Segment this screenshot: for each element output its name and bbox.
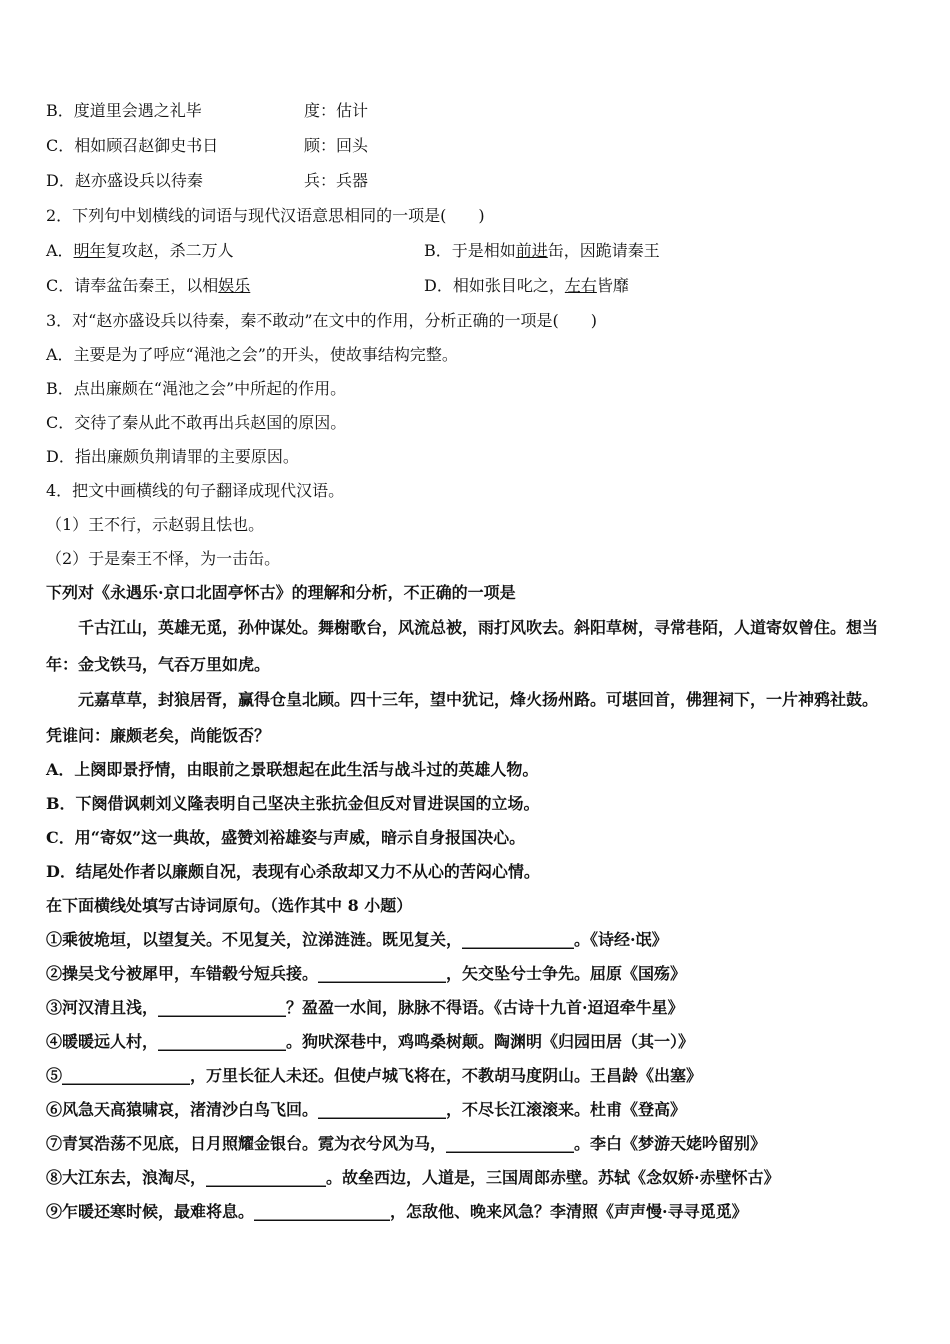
q4-item-2: （2）于是秦王不怿，为一击缶。 (46, 549, 281, 568)
fill-in-item (46, 1167, 910, 1189)
item-text: ④暖暖远人村， (46, 1032, 159, 1051)
q4-stem: 4．把文中画横线的句子翻译成现代汉语。 (46, 481, 345, 500)
fill-in-item (46, 963, 910, 985)
answer-blank[interactable]: _______________ (206, 1168, 327, 1187)
item-text: ，不尽长江滚滚来。杜甫《登高》 (446, 1100, 687, 1119)
fill-in-item (46, 1099, 910, 1121)
fill-in-item (46, 997, 910, 1019)
item-text: ⑧大江东去，浪淘尽， (46, 1168, 207, 1187)
q1-option-c (46, 135, 910, 157)
q4-item-1: （1）王不行，示赵弱且怯也。 (46, 515, 265, 534)
item-text: ⑤ (46, 1066, 63, 1085)
option-text: 缶，因跪请秦王 (547, 241, 660, 260)
q2-options-ab (46, 240, 910, 262)
option-label: B． (424, 241, 452, 260)
option-label: B． (46, 101, 74, 120)
option-label: D． (46, 171, 75, 190)
underlined-word: 娱乐 (218, 276, 251, 295)
answer-blank[interactable]: ________________ (318, 964, 447, 983)
option-label: D． (424, 276, 453, 295)
item-text: ①乘彼垝垣，以望复关。不见复关，泣涕涟涟。既见复关， (46, 930, 463, 949)
item-text: ，怎敌他、晚来风急？李清照《声声慢·寻寻觅觅》 (390, 1202, 748, 1221)
q3-option-d: D．指出廉颇负荆请罪的主要原因。 (46, 447, 299, 466)
option-gloss: 兵：兵器 (304, 171, 369, 190)
fill-in-item (46, 1065, 910, 1087)
q3-option-b: B．点出廉颇在“渑池之会”中所起的作用。 (46, 379, 347, 398)
fill-in-item (46, 1031, 910, 1053)
answer-blank[interactable]: ______________ (462, 930, 575, 949)
answer-blank[interactable]: ________________ (318, 1100, 447, 1119)
underlined-word: 明年 (73, 241, 106, 260)
answer-blank[interactable]: _________________ (254, 1202, 391, 1221)
fill-in-item (46, 929, 910, 951)
fill-in-item (46, 1133, 910, 1155)
q3-option-c: C．交待了秦从此不敢再出兵赵国的原因。 (46, 413, 347, 432)
item-text: 。《诗经·氓》 (574, 930, 668, 949)
fill-in-item (46, 1201, 910, 1223)
answer-blank[interactable]: ________________ (158, 998, 287, 1017)
option-text: 请奉盆缶秦王，以相 (74, 276, 219, 295)
option-text: 于是相如 (451, 241, 516, 260)
poem-para1-line2: 年：金戈铁马，气吞万里如虎。 (46, 655, 271, 674)
option-label: A． (46, 241, 74, 260)
poem-para2-line1: 元嘉草草，封狼居胥，赢得仓皇北顾。四十三年，望中犹记，烽火扬州路。可堪回首，佛狸祠下，一片神鸦社鼓。 (78, 690, 879, 709)
option-text: 复攻赵，杀二万人 (105, 241, 234, 260)
option-text: 相如张目叱之， (452, 276, 565, 295)
item-text: ⑨乍暖还寒时候，最难将息。 (46, 1202, 255, 1221)
item-text: ，万里长征人未还。但使卢城飞将在，不教胡马度阴山。王昌龄《出塞》 (190, 1066, 703, 1085)
poem-para1-line1: 千古江山，英雄无觅，孙仲谋处。舞榭歌台，风流总被，雨打风吹去。斜阳草树，寻常巷陌，人道寄奴曾住。想当 (78, 618, 879, 637)
option-text: 赵亦盛设兵以待秦 (74, 171, 203, 190)
item-text: ③河汉清且浅， (46, 998, 159, 1017)
option-text: 度道里会遇之礼毕 (73, 101, 202, 120)
poem-para2-line2: 凭谁问：廉颇老矣，尚能饭否？ (46, 726, 271, 745)
answer-blank[interactable]: ________________ (446, 1134, 575, 1153)
poem-question-stem: 下列对《永遇乐·京口北固亭怀古》的理解和分析，不正确的一项是 (46, 583, 516, 602)
item-text: 。故垒西边，人道是，三国周郎赤壁。苏轼《念奴娇·赤壁怀古》 (326, 1168, 780, 1187)
q1-option-d (46, 170, 910, 192)
underlined-word: 前进 (515, 241, 548, 260)
underlined-word: 左右 (564, 276, 597, 295)
item-text: 。狗吠深巷中，鸡鸣桑树颠。陶渊明《归园田居（其一）》 (286, 1032, 695, 1051)
q3-stem: 3．对“赵亦盛设兵以待秦，秦不敢动”在文中的作用，分析正确的一项是( ) (46, 311, 598, 330)
item-text: ，矢交坠兮士争先。屈原《国殇》 (446, 964, 687, 983)
option-gloss: 顾：回头 (304, 136, 369, 155)
item-text: ⑥风急天高猿啸哀，渚清沙白鸟飞回。 (46, 1100, 319, 1119)
poem-option-b: B．下阕借讽刺刘义隆表明自己坚决主张抗金但反对冒进误国的立场。 (46, 794, 540, 813)
q2-options-cd (46, 275, 910, 297)
item-text: ？盈盈一水间，脉脉不得语。《古诗十九首·迢迢牵牛星》 (286, 998, 684, 1017)
option-label: C． (46, 276, 75, 295)
q2-option-d (424, 275, 629, 297)
option-text: 皆靡 (596, 276, 629, 295)
option-gloss: 度：估计 (304, 101, 369, 120)
option-label: C． (46, 136, 75, 155)
option-text: 相如顾召赵御史书日 (74, 136, 219, 155)
item-text: ②操吴戈兮被犀甲，车错毂兮短兵接。 (46, 964, 319, 983)
answer-blank[interactable]: ________________ (62, 1066, 191, 1085)
q3-option-a: A．主要是为了呼应“渑池之会”的开头，使故事结构完整。 (46, 345, 458, 364)
q2-stem: 2．下列句中划横线的词语与现代汉语意思相同的一项是( ) (46, 206, 485, 225)
fill-in-stem: 在下面横线处填写古诗词原句。（选作其中 8 小题） (46, 896, 413, 915)
poem-option-c: C．用“寄奴”这一典故，盛赞刘裕雄姿与声威，暗示自身报国决心。 (46, 828, 526, 847)
answer-blank[interactable]: ________________ (158, 1032, 287, 1051)
q2-option-b (424, 240, 660, 262)
poem-option-d: D．结尾处作者以廉颇自况，表现有心杀敌却又力不从心的苦闷心情。 (46, 862, 540, 881)
item-text: 。李白《梦游天姥吟留别》 (574, 1134, 767, 1153)
poem-option-a: A．上阕即景抒情，由眼前之景联想起在此生活与战斗过的英雄人物。 (46, 760, 539, 779)
item-text: ⑦青冥浩荡不见底，日月照耀金银台。霓为衣兮风为马， (46, 1134, 447, 1153)
q1-option-b (46, 100, 910, 122)
